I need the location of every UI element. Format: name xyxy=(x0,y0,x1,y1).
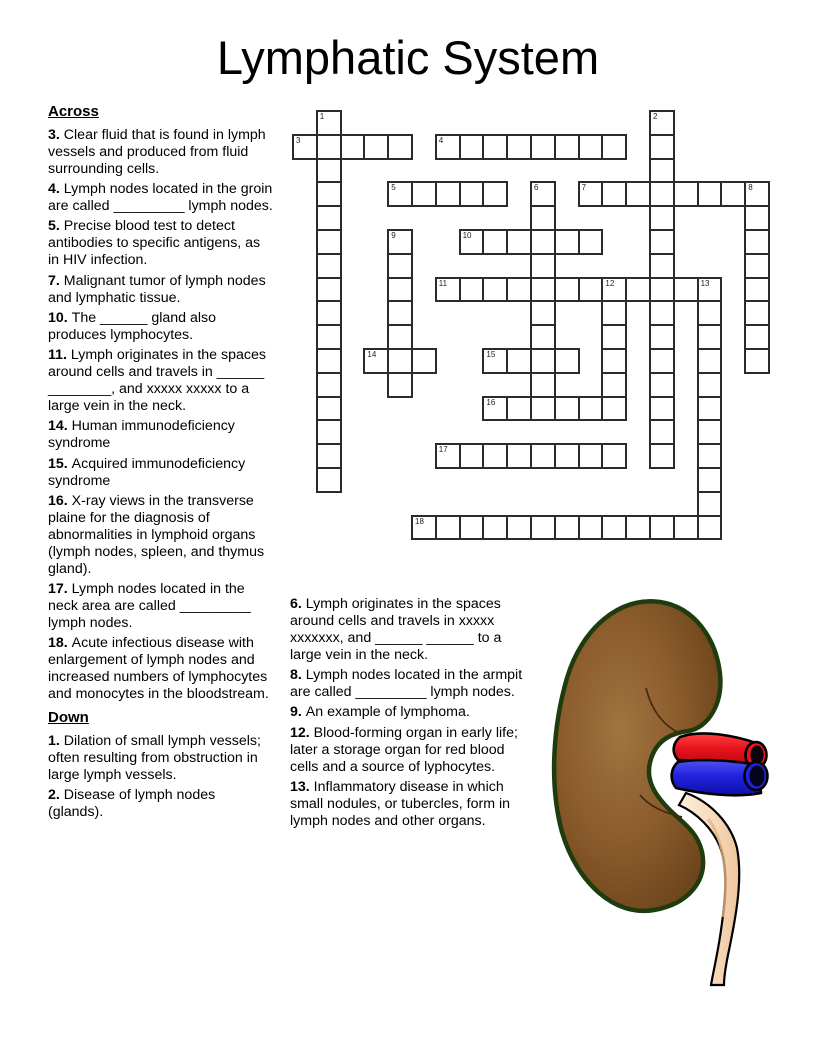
grid-cell-r1c15[interactable] xyxy=(649,134,675,160)
grid-cell-r11c13[interactable] xyxy=(601,372,627,398)
grid-cell-r15c1[interactable] xyxy=(316,467,342,493)
clue-number: 10. xyxy=(48,309,72,326)
grid-cell-r17c5[interactable] xyxy=(411,515,437,541)
cell-number: 9 xyxy=(391,231,396,240)
grid-cell-r8c19[interactable] xyxy=(744,300,770,326)
grid-cell-r14c1[interactable] xyxy=(316,443,342,469)
clue-number: 18. xyxy=(48,635,72,652)
clue-6: 6. Lymph originates in the spaces around cells and travels in xxxxx xxxxxxx, and ______ ______ to a large vein in the neck. xyxy=(290,596,502,663)
grid-cell-r8c4[interactable] xyxy=(387,300,413,326)
grid-cell-r14c10[interactable] xyxy=(530,443,556,469)
grid-cell-r5c12[interactable] xyxy=(578,229,604,255)
clue-number: 14. xyxy=(48,418,72,435)
grid-cell-r9c10[interactable] xyxy=(530,324,556,350)
grid-cell-r3c17[interactable] xyxy=(697,181,723,207)
grid-cell-r3c4[interactable] xyxy=(387,181,413,207)
grid-cell-r10c13[interactable] xyxy=(601,348,627,374)
grid-cell-r2c1[interactable] xyxy=(316,158,342,184)
grid-cell-r5c1[interactable] xyxy=(316,229,342,255)
grid-cell-r16c17[interactable] xyxy=(697,491,723,517)
grid-cell-r1c0[interactable] xyxy=(292,134,318,160)
grid-cell-r11c1[interactable] xyxy=(316,372,342,398)
grid-cell-r1c2[interactable] xyxy=(340,134,366,160)
cell-number: 16 xyxy=(486,397,496,407)
clue-number: 17. xyxy=(48,581,72,598)
grid-cell-r17c10[interactable] xyxy=(530,515,556,541)
clue-number: 12. xyxy=(290,724,314,741)
grid-cell-r5c10[interactable] xyxy=(530,229,556,255)
grid-cell-r1c6[interactable] xyxy=(435,134,461,160)
grid-cell-r7c4[interactable] xyxy=(387,277,413,303)
grid-cell-r1c9[interactable] xyxy=(506,134,532,160)
grid-cell-r7c7[interactable] xyxy=(459,277,485,303)
grid-cell-r17c16[interactable] xyxy=(673,515,699,541)
cell-number: 8 xyxy=(748,183,753,193)
grid-cell-r11c10[interactable] xyxy=(530,372,556,398)
grid-cell-r14c15[interactable] xyxy=(649,443,675,469)
grid-cell-r14c12[interactable] xyxy=(578,443,604,469)
grid-cell-r3c16[interactable] xyxy=(673,181,699,207)
clue-number: 13. xyxy=(290,779,314,796)
grid-cell-r7c10[interactable] xyxy=(530,277,556,303)
grid-cell-r6c15[interactable] xyxy=(649,253,675,279)
grid-cell-r14c8[interactable] xyxy=(482,443,508,469)
grid-cell-r1c10[interactable] xyxy=(530,134,556,160)
grid-cell-r3c1[interactable] xyxy=(316,181,342,207)
grid-cell-r9c13[interactable] xyxy=(601,324,627,350)
cell-number: 2 xyxy=(653,112,658,121)
grid-cell-r1c3[interactable] xyxy=(363,134,389,160)
grid-cell-r5c8[interactable] xyxy=(482,229,508,255)
grid-cell-r10c19[interactable] xyxy=(744,348,770,374)
grid-cell-r3c18[interactable] xyxy=(720,181,746,207)
grid-cell-r10c17[interactable] xyxy=(697,348,723,374)
grid-cell-r4c1[interactable] xyxy=(316,205,342,231)
cell-number: 4 xyxy=(438,135,444,145)
grid-cell-r10c8[interactable] xyxy=(482,348,508,374)
page-title: Lymphatic System xyxy=(216,31,600,84)
cell-number: 6 xyxy=(534,183,539,193)
clue-number: 5. xyxy=(48,218,64,235)
clue-15: 15. Acquired immunodeficiency syndrome xyxy=(48,455,246,489)
grid-cell-r7c19[interactable] xyxy=(744,277,770,303)
clue-10: 10. The ______ gland also produces lymphocytes. xyxy=(48,309,217,343)
grid-cell-r13c15[interactable] xyxy=(649,419,675,445)
grid-cell-r9c15[interactable] xyxy=(649,324,675,350)
clue-16: 16. X-ray views in the transverse plaine for the diagnosis of abnormalities in lymphoid organs (lymph nodes, spleen, and thymus gland). xyxy=(48,493,265,577)
grid-cell-r3c14[interactable] xyxy=(625,181,651,207)
cell-number: 12 xyxy=(605,278,615,288)
grid-cell-r12c10[interactable] xyxy=(530,396,556,422)
clue-number: 11. xyxy=(48,347,71,364)
clue-number: 15. xyxy=(48,455,72,472)
grid-cell-r12c13[interactable] xyxy=(601,396,627,422)
grid-cell-r10c10[interactable] xyxy=(530,348,556,374)
grid-cell-r10c1[interactable] xyxy=(316,348,342,374)
clue-1: 1. Dilation of small lymph vessels; often resulting from obstruction in large lymph vessels. xyxy=(48,732,261,783)
grid-cell-r17c11[interactable] xyxy=(554,515,580,541)
grid-cell-r4c15[interactable] xyxy=(649,205,675,231)
grid-cell-r7c12[interactable] xyxy=(578,277,604,303)
clue-2: 2. Disease of lymph nodes (glands). xyxy=(48,787,216,820)
cell-number: 13 xyxy=(700,278,710,288)
vein-opening xyxy=(750,766,765,787)
clue-number: 4. xyxy=(48,181,64,198)
grid-cell-r6c10[interactable] xyxy=(530,253,556,279)
grid-cell-r10c15[interactable] xyxy=(649,348,675,374)
cell-number: 3 xyxy=(296,135,301,145)
grid-cell-r7c16[interactable] xyxy=(673,277,699,303)
clue-number: 9. xyxy=(290,704,306,721)
grid-cell-r0c15[interactable] xyxy=(649,110,675,136)
grid-cell-r1c4[interactable] xyxy=(387,134,413,160)
grid-cell-r12c9[interactable] xyxy=(506,396,532,422)
grid-cell-r3c7[interactable] xyxy=(459,181,485,207)
grid-cell-r3c12[interactable] xyxy=(578,181,604,207)
clue-17: 17. Lymph nodes located in the neck area are called _________ lymph nodes. xyxy=(48,581,251,631)
grid-cell-r1c8[interactable] xyxy=(482,134,508,160)
cell-number: 1 xyxy=(319,112,325,121)
grid-cell-r17c8[interactable] xyxy=(482,515,508,541)
cell-number: 14 xyxy=(367,350,377,359)
grid-cell-r3c5[interactable] xyxy=(411,181,437,207)
grid-cell-r0c1[interactable] xyxy=(316,110,342,136)
clue-5: 5. Precise blood test to detect antibodies to specific antigens, as in HIV infection. xyxy=(48,218,261,269)
grid-cell-r14c6[interactable] xyxy=(435,443,461,469)
cell-number: 18 xyxy=(415,516,424,526)
grid-cell-r3c13[interactable] xyxy=(601,181,627,207)
kidney-illustration xyxy=(540,586,816,992)
grid-cell-r11c17[interactable] xyxy=(697,372,723,398)
grid-cell-r8c15[interactable] xyxy=(649,300,675,326)
clue-3: 3. Clear fluid that is found in lymph vessels and produced from fluid surrounding cells. xyxy=(48,126,266,177)
grid-cell-r7c1[interactable] xyxy=(316,277,342,303)
grid-cell-r12c17[interactable] xyxy=(697,396,723,422)
across-clues xyxy=(48,127,274,703)
grid-cell-r12c11[interactable] xyxy=(554,396,580,422)
clues-left-column xyxy=(48,104,274,824)
grid-cell-r11c15[interactable] xyxy=(649,372,675,398)
grid-cell-r8c1[interactable] xyxy=(316,300,342,326)
grid-cell-r10c5[interactable] xyxy=(411,348,437,374)
grid-cell-r15c17[interactable] xyxy=(697,467,723,493)
grid-cell-r7c15[interactable] xyxy=(649,277,675,303)
grid-cell-r14c11[interactable] xyxy=(554,443,580,469)
grid-cell-r3c19[interactable] xyxy=(744,181,770,207)
cell-number: 10 xyxy=(462,231,472,240)
grid-cell-r14c13[interactable] xyxy=(601,443,627,469)
grid-cell-r17c13[interactable] xyxy=(601,515,627,541)
grid-cell-r8c10[interactable] xyxy=(530,300,556,326)
clue-number: 1. xyxy=(48,732,64,749)
grid-cell-r17c6[interactable] xyxy=(435,515,461,541)
down-heading: Down xyxy=(48,708,89,726)
grid-cell-r8c17[interactable] xyxy=(697,300,723,326)
grid-cell-r11c4[interactable] xyxy=(387,372,413,398)
grid-cell-r5c7[interactable] xyxy=(459,229,485,255)
crossword-grid xyxy=(293,111,769,539)
grid-cell-r7c14[interactable] xyxy=(625,277,651,303)
clue-9: 9. An example of lymphoma. xyxy=(290,704,470,721)
grid-cell-r7c17[interactable] xyxy=(697,277,723,303)
grid-cell-r6c4[interactable] xyxy=(387,253,413,279)
grid-cell-r17c9[interactable] xyxy=(506,515,532,541)
clue-number: 6. xyxy=(290,596,306,612)
grid-cell-r7c11[interactable] xyxy=(554,277,580,303)
grid-cell-r5c11[interactable] xyxy=(554,229,580,255)
grid-cell-r14c9[interactable] xyxy=(506,443,532,469)
grid-cell-r1c12[interactable] xyxy=(578,134,604,160)
cell-number: 7 xyxy=(581,183,587,193)
grid-cell-r1c7[interactable] xyxy=(459,134,485,160)
clue-4: 4. Lymph nodes located in the groin are called _________ lymph nodes. xyxy=(48,181,273,215)
grid-cell-r7c8[interactable] xyxy=(482,277,508,303)
clue-number: 2. xyxy=(48,787,64,804)
grid-cell-r14c7[interactable] xyxy=(459,443,485,469)
grid-cell-r6c19[interactable] xyxy=(744,253,770,279)
grid-cell-r9c17[interactable] xyxy=(697,324,723,350)
clue-8: 8. Lymph nodes located in the armpit are called _________ lymph nodes. xyxy=(290,667,523,701)
clue-number: 7. xyxy=(48,272,64,289)
clue-number: 3. xyxy=(48,126,64,143)
grid-cell-r17c14[interactable] xyxy=(625,515,651,541)
clue-number: 8. xyxy=(290,667,306,684)
grid-cell-r10c11[interactable] xyxy=(554,348,580,374)
grid-cell-r1c11[interactable] xyxy=(554,134,580,160)
grid-cell-r17c17[interactable] xyxy=(697,515,723,541)
clue-11: 11. Lymph originates in the spaces around cells and travels in ______ ________, and xxxxx xxxxx to a large vein in the neck. xyxy=(48,347,266,414)
grid-cell-r5c9[interactable] xyxy=(506,229,532,255)
grid-cell-r3c6[interactable] xyxy=(435,181,461,207)
grid-cell-r5c4[interactable] xyxy=(387,229,413,255)
grid-cell-r7c9[interactable] xyxy=(506,277,532,303)
grid-cell-r7c13[interactable] xyxy=(601,277,627,303)
cell-number: 15 xyxy=(486,350,496,359)
grid-cell-r9c1[interactable] xyxy=(316,324,342,350)
grid-cell-r17c15[interactable] xyxy=(649,515,675,541)
clue-13: 13. Inflammatory disease in which small nodules, or tubercles, form in lymph nodes and other organs. xyxy=(290,779,510,829)
grid-cell-r17c12[interactable] xyxy=(578,515,604,541)
cell-number: 11 xyxy=(438,278,448,288)
grid-cell-r5c15[interactable] xyxy=(649,229,675,255)
clues-middle-column xyxy=(290,596,530,833)
grid-cell-r12c8[interactable] xyxy=(482,396,508,422)
grid-cell-r4c10[interactable] xyxy=(530,205,556,231)
clue-7: 7. Malignant tumor of lymph nodes and lymphatic tissue. xyxy=(48,272,266,306)
grid-cell-r13c1[interactable] xyxy=(316,419,342,445)
grid-cell-r7c6[interactable] xyxy=(435,277,461,303)
grid-cell-r12c1[interactable] xyxy=(316,396,342,422)
grid-cell-r17c7[interactable] xyxy=(459,515,485,541)
grid-cell-r9c19[interactable] xyxy=(744,324,770,350)
clue-12: 12. Blood-forming organ in early life; later a storage organ for red blood cells and a source of lyphocytes. xyxy=(290,724,518,775)
grid-cell-r14c17[interactable] xyxy=(697,443,723,469)
grid-cell-r12c12[interactable] xyxy=(578,396,604,422)
grid-cell-r3c10[interactable] xyxy=(530,181,556,207)
clue-number: 16. xyxy=(48,493,72,510)
grid-cell-r3c8[interactable] xyxy=(482,181,508,207)
grid-cell-r10c9[interactable] xyxy=(506,348,532,374)
grid-cell-r2c15[interactable] xyxy=(649,158,675,184)
cell-number: 5 xyxy=(391,183,396,193)
grid-cell-r1c13[interactable] xyxy=(601,134,627,160)
cell-number: 17 xyxy=(438,445,448,455)
grid-cell-r1c1[interactable] xyxy=(316,134,342,160)
grid-cell-r4c19[interactable] xyxy=(744,205,770,231)
grid-cell-r6c1[interactable] xyxy=(316,253,342,279)
grid-cell-r10c4[interactable] xyxy=(387,348,413,374)
clue-18: 18. Acute infectious disease with enlargement of lymph nodes and increased numbers of lymphocytes and monocytes in the bloodstream. xyxy=(48,635,269,702)
grid-cell-r9c4[interactable] xyxy=(387,324,413,350)
grid-cell-r5c19[interactable] xyxy=(744,229,770,255)
grid-cell-r8c13[interactable] xyxy=(601,300,627,326)
clue-14: 14. Human immunodeficiency syndrome xyxy=(48,418,235,452)
grid-cell-r3c15[interactable] xyxy=(649,181,675,207)
grid-cell-r13c17[interactable] xyxy=(697,419,723,445)
down-clues-left xyxy=(48,733,274,821)
across-heading: Across xyxy=(48,103,99,120)
grid-cell-r12c15[interactable] xyxy=(649,396,675,422)
grid-cell-r10c3[interactable] xyxy=(363,348,389,374)
